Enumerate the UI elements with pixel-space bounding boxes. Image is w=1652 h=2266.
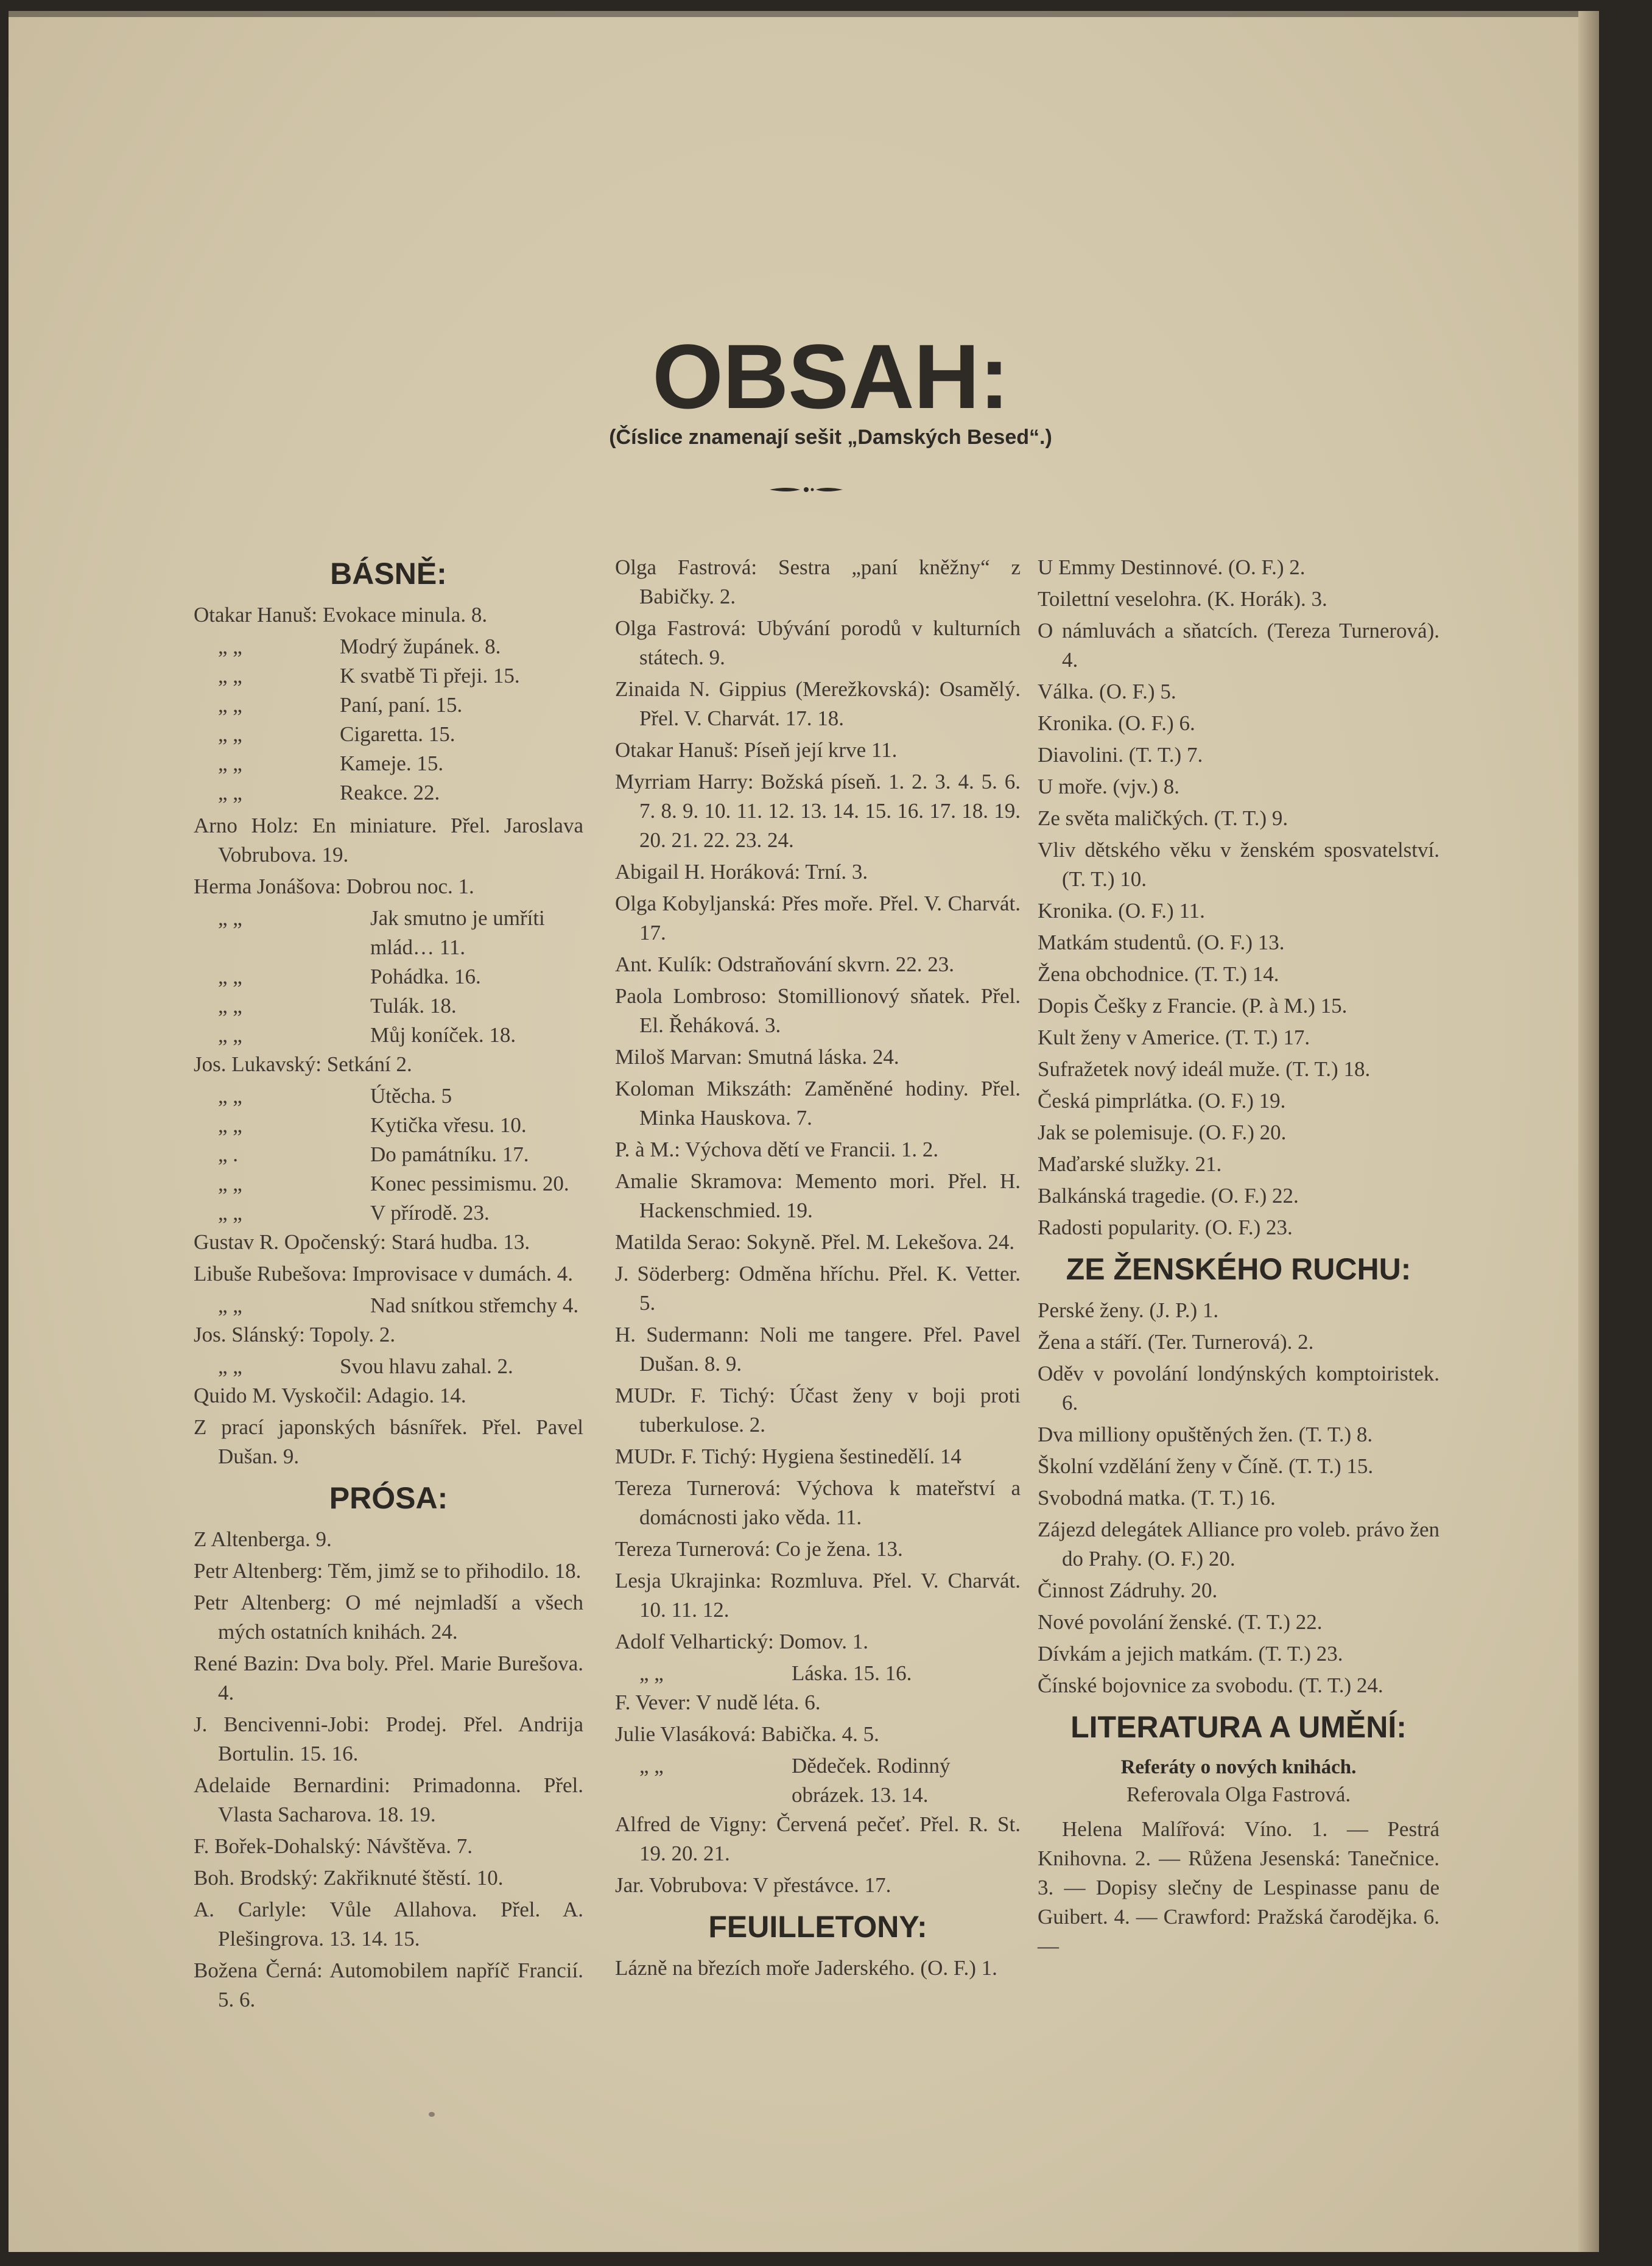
toc-entry: Radosti popularity. (O. F.) 23. [1038,1216,1293,1239]
toc-entry: Otakar Hanuš: Evokace minula. 8. [194,603,488,627]
toc-entry: Olga Fastrová: Sestra „paní kněžny“ z Babičky. 2. [615,555,1021,608]
toc-entry: F. Bořek-Dohalský: Návštěva. 7. [194,1834,473,1858]
toc-entry: „ „ Dědeček. Rodinný obrázek. 13. 14. [639,1754,951,1807]
toc-entry: „ „ Můj koníček. 18. [218,1023,516,1047]
paper-speck [429,2112,435,2117]
toc-entry: Tereza Turnerová: Výchova k mateřství a domácnosti jako věda. 11. [615,1476,1021,1529]
toc-entry: „ „ Láska. 15. 16. [639,1661,912,1685]
toc-entry: Česká pimprlátka. (O. F.) 19. [1038,1089,1286,1113]
toc-entry: „ „ Cigaretta. 15. [218,722,455,746]
toc-entry: Jos. Lukavský: Setkání 2. [194,1052,412,1076]
toc-entry: „ „ Kytička vřesu. 10. [218,1113,527,1137]
toc-entry: „ „ Jak smutno je umříti mlád… 11. [218,906,545,959]
toc-entry: „ „ Nad snítkou střemchy 4. [218,1293,579,1317]
column-2 [615,553,1021,1985]
toc-entry: Školní vzdělání ženy v Číně. (T. T.) 15. [1038,1454,1374,1478]
toc-entry: Petr Altenberg: O mé nejmladší a všech mých ostatních knihách. 24. [194,1591,583,1644]
toc-entry: „ „ Konec pessimismu. 20. [218,1172,569,1195]
toc-entry: Boh. Brodský: Zakřiknuté štěstí. 10. [194,1866,504,1890]
toc-entry: Petr Altenberg: Těm, jimž se to přihodilo. 18. [194,1559,582,1583]
toc-entry: Alfred de Vigny: Červená pečeť. Přel. R. St. 19. 20. 21. [615,1812,1021,1865]
toc-entry: Božena Černá: Automobilem napříč Francií. 5. 6. [194,1958,583,2011]
toc-entry: Jos. Slánský: Topoly. 2. [194,1323,396,1346]
toc-entry: Toilettní veselohra. (K. Horák). 3. [1038,587,1327,611]
toc-entry: Myrriam Harry: Božská píseň. 1. 2. 3. 4. 5. 6. 7. 8. 9. 10. 11. 12. 13. 14. 15. 16. 17. 18. 19. 20. 21. 22. 23. 24. [615,770,1021,852]
toc-entry: Miloš Marvan: Smutná láska. 24. [615,1045,899,1069]
toc-entry: Koloman Mikszáth: Zaměněné hodiny. Přel. Minka Hauskova. 7. [615,1077,1021,1130]
toc-entry: Paola Lombroso: Stomillionový sňatek. Přel. El. Řeháková. 3. [615,984,1021,1037]
toc-entry: MUDr. F. Tichý: Hygiena šestinedělí. 14 [615,1444,961,1468]
toc-entry: Libuše Rubešova: Improvisace v dumách. 4. [194,1262,574,1286]
toc-entry: René Bazin: Dva boly. Přel. Marie Burešova. 4. [194,1652,583,1705]
toc-entry: Perské ženy. (J. P.) 1. [1038,1298,1219,1322]
toc-entry: Ze světa maličkých. (T. T.) 9. [1038,806,1288,830]
toc-entry: J. Söderberg: Odměna hříchu. Přel. K. Vetter. 5. [615,1262,1021,1315]
toc-entry: Olga Fastrová: Ubývání porodů v kulturních státech. 9. [615,616,1021,669]
toc-entry: Žena obchodnice. (T. T.) 14. [1038,962,1279,986]
toc-entry: Ant. Kulík: Odstraňování skvrn. 22. 23. [615,952,955,976]
toc-entry: Kronika. (O. F.) 11. [1038,899,1205,923]
toc-entry: Čínské bojovnice za svobodu. (T. T.) 24. [1038,1673,1383,1697]
section-heading-prosa: PRÓSA: [329,1481,448,1515]
subsection-byline: Referovala Olga Fastrová. [1126,1782,1351,1806]
toc-entry: Adelaide Bernardini: Primadonna. Přel. Vlasta Sacharova. 18. 19. [194,1773,583,1826]
toc-entry: Maďarské služky. 21. [1038,1152,1222,1176]
book-page [9,11,1599,2252]
toc-entry: „ . Do památníku. 17. [218,1142,529,1166]
page-subtitle: (Číslice znamenají sešit „Damských Besed“.) [609,426,1052,449]
toc-entry: F. Vever: V nudě léta. 6. [615,1691,821,1714]
ornament-divider [768,484,844,496]
page-top-edge [9,11,1599,17]
toc-entry: Nové povolání ženské. (T. T.) 22. [1038,1610,1323,1634]
toc-entry: Dopis Češky z Francie. (P. à M.) 15. [1038,994,1348,1018]
toc-entry: Olga Kobyljanská: Přes moře. Přel. V. Charvát. 17. [615,892,1021,945]
toc-entry: Z prací japonských básnířek. Přel. Pavel Dušan. 9. [194,1415,583,1468]
toc-entry: Válka. (O. F.) 5. [1038,680,1176,703]
toc-entry: „ „ Reakce. 22. [218,781,440,804]
toc-entry: „ „ Kameje. 15. [218,751,444,775]
toc-entry: Z Altenberga. 9. [194,1527,332,1551]
toc-entry: Kronika. (O. F.) 6. [1038,711,1195,735]
toc-entry: Amalie Skramova: Memento mori. Přel. H. Hackenschmied. 19. [615,1169,1021,1222]
toc-entry: Gustav R. Opočenský: Stará hudba. 13. [194,1230,530,1254]
column-1 [194,547,583,2017]
toc-entry: O námluvách a sňatcích. (Tereza Turnerová). 4. [1038,619,1439,672]
toc-entry: Kult ženy v Americe. (T. T.) 17. [1038,1026,1310,1049]
toc-entry: Matilda Serao: Sokyně. Přel. M. Lekešova. 24. [615,1230,1015,1254]
column-3 [1038,553,1439,1963]
toc-entry: „ „ Tulák. 18. [218,994,457,1018]
toc-entry: J. Bencivenni-Jobi: Prodej. Přel. Andrija Bortulin. 15. 16. [194,1712,583,1765]
toc-entry: Julie Vlasáková: Babička. 4. 5. [615,1722,879,1746]
toc-entry: „ „ K svatbě Ti přeji. 15. [218,664,520,688]
toc-entry: Vliv dětského věku v ženském sposvatelství. (T. T.) 10. [1038,838,1439,891]
toc-entry: Oděv v povolání londýnských komptoiristek. 6. [1038,1362,1439,1415]
toc-entry: Otakar Hanuš: Píseň její krve 11. [615,738,898,762]
toc-entry: Lesja Ukrajinka: Rozmluva. Přel. V. Charvát. 10. 11. 12. [615,1569,1021,1622]
toc-entry: Balkánská tragedie. (O. F.) 22. [1038,1184,1299,1208]
toc-entry: U moře. (vjv.) 8. [1038,775,1179,798]
section-heading-literatura: LITERATURA A UMĚNÍ: [1070,1710,1407,1744]
toc-entry: „ „ Útěcha. 5 [218,1084,452,1108]
toc-entry: Arno Holz: En miniature. Přel. Jaroslava Vobrubova. 19. [194,814,583,867]
toc-entry: U Emmy Destinnové. (O. F.) 2. [1038,555,1306,579]
toc-entry: A. Carlyle: Vůle Allahova. Přel. A. Plešingrova. 13. 14. 15. [194,1898,583,1951]
toc-entry: „ „ Svou hlavu zahal. 2. [218,1354,513,1378]
toc-entry: Adolf Velhartický: Domov. 1. [615,1630,869,1653]
page-spine-shadow [1578,11,1599,2252]
toc-entry: „ „ Pohádka. 16. [218,965,481,988]
toc-entry: Zájezd delegátek Alliance pro voleb. právo žen do Prahy. (O. F.) 20. [1038,1518,1439,1571]
review-paragraph: Helena Malířová: Víno. 1. — Pestrá Knihovna. 2. — Růžena Jesenská: Tanečnice. 3. — Dopisy slečny de Lespinasse panu de Guibert. 4. — Crawford: Pražská čarodějka. 6. — [1038,1817,1439,1958]
toc-entry: „ „ Modrý župánek. 8. [218,635,501,658]
toc-entry: Herma Jonášova: Dobrou noc. 1. [194,874,474,898]
page-title: OBSAH: [652,325,1009,428]
toc-entry: Jar. Vobrubova: V přestávce. 17. [615,1873,891,1897]
section-heading-feuilletony: FEUILLETONY: [708,1910,927,1944]
toc-entry: Svobodná matka. (T. T.) 16. [1038,1486,1276,1510]
toc-entry: Abigail H. Horáková: Trní. 3. [615,860,868,884]
toc-entry: Tereza Turnerová: Co je žena. 13. [615,1537,903,1561]
toc-entry: Diavolini. (T. T.) 7. [1038,743,1203,767]
toc-entry: Činnost Zádruhy. 20. [1038,1578,1218,1602]
toc-entry: Sufražetek nový ideál muže. (T. T.) 18. [1038,1057,1371,1081]
toc-entry: P. à M.: Výchova dětí ve Francii. 1. 2. [615,1138,939,1161]
toc-entry: Jak se polemisuje. (O. F.) 20. [1038,1121,1287,1144]
toc-entry: Dívkám a jejich matkám. (T. T.) 23. [1038,1642,1343,1666]
toc-entry: Žena a stáří. (Ter. Turnerová). 2. [1038,1330,1314,1354]
toc-entry: Quido M. Vyskočil: Adagio. 14. [194,1384,466,1407]
toc-entry: Zinaida N. Gippius (Merežkovská): Osamělý. Přel. V. Charvát. 17. 18. [615,677,1021,730]
toc-entry: Matkám studentů. (O. F.) 13. [1038,931,1285,954]
toc-entry: Lázně na březích moře Jaderského. (O. F.) 1. [615,1956,997,1980]
toc-entry: Dva milliony opuštěných žen. (T. T.) 8. [1038,1423,1373,1446]
toc-entry: MUDr. F. Tichý: Účast ženy v boji proti tuberkulose. 2. [615,1384,1021,1437]
toc-entry: „ „ V přírodě. 23. [218,1201,490,1225]
toc-entry: H. Sudermann: Noli me tangere. Přel. Pavel Dušan. 8. 9. [615,1323,1021,1376]
toc-entry: „ „ Paní, paní. 15. [218,693,463,717]
section-heading-ruch: ZE ŽENSKÉHO RUCHU: [1066,1252,1411,1286]
subsection-heading: Referáty o nových knihách. [1120,1756,1357,1778]
section-heading-basne: BÁSNĚ: [330,557,447,591]
